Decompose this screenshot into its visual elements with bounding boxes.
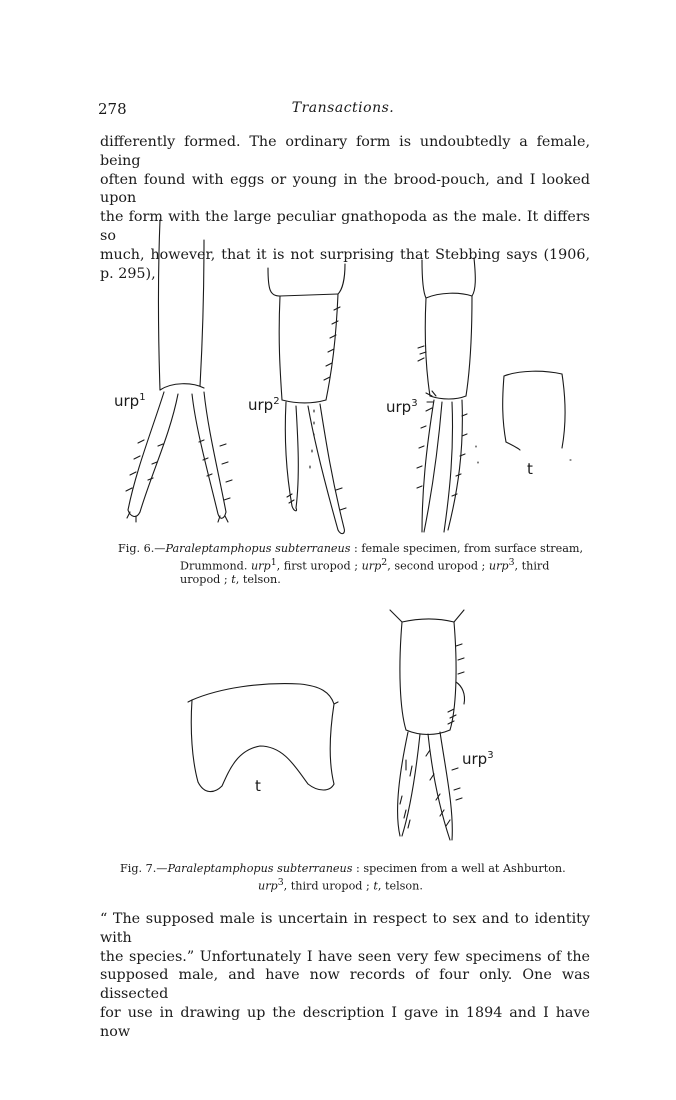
species-name: Paraleptamphopus subterraneus xyxy=(165,542,351,555)
text-line: “ The supposed male is uncertain in respect to sex and to identity with xyxy=(100,911,590,946)
text-line: much, however, that it is not surprising that Stebbing says (1906, p. 295), xyxy=(100,246,590,282)
figure-7-caption: Fig. 7.—Paraleptamphopus subterraneus : specimen from a well at Ashburton. urp$^3$, third uropod ; t, telson. xyxy=(120,862,566,893)
page-header xyxy=(98,100,588,120)
figure-number: Fig. 6. xyxy=(118,542,155,555)
telson-drawing xyxy=(188,684,338,792)
urp2-drawing xyxy=(268,264,346,534)
page-number: 278 xyxy=(98,100,127,118)
text-line: for use in drawing up the description I gave in 1894 and I have now xyxy=(100,1004,590,1040)
urp3-label: urp$^3$ xyxy=(386,398,418,416)
telson-label: t xyxy=(255,777,261,795)
text-line: supposed male, and have now records of four only. One was dissected xyxy=(100,967,590,1003)
bottom-paragraph xyxy=(100,910,590,1042)
urp3-label: urp$^3$ xyxy=(462,750,494,768)
figure-7 xyxy=(180,600,560,850)
urp3-drawing xyxy=(417,258,478,532)
text-line: often found with eggs or young in the brood-pouch, and I looked upon xyxy=(100,171,590,207)
telson-drawing xyxy=(503,371,572,460)
species-name: Paraleptamphopus subterraneus xyxy=(167,862,353,875)
figure-6 xyxy=(100,210,590,540)
telson-label: t xyxy=(527,460,533,478)
figure-number: Fig. 7. xyxy=(120,862,157,875)
urp1-drawing xyxy=(126,220,232,522)
urp1-label: urp$^1$ xyxy=(114,392,146,410)
figure-6-caption: Fig. 6.—Paraleptamphopus subterraneus : female specimen, from surface stream, Drummond. urp$^1$, first uropod ; urp$^2$, second uropod ; urp$^3$, third uropod ; t, telson. xyxy=(118,542,584,586)
text-line: differently formed. The ordinary form is undoubtedly a female, being xyxy=(100,134,590,169)
text-line: the species.” Unfortunately I have seen very few specimens of the xyxy=(100,948,590,965)
urp3-drawing xyxy=(390,610,465,840)
text-line: the form with the large peculiar gnathopoda as the male. It differs so xyxy=(100,209,590,244)
running-head: Transactions. xyxy=(291,100,395,116)
urp2-label: urp$^2$ xyxy=(248,396,280,414)
